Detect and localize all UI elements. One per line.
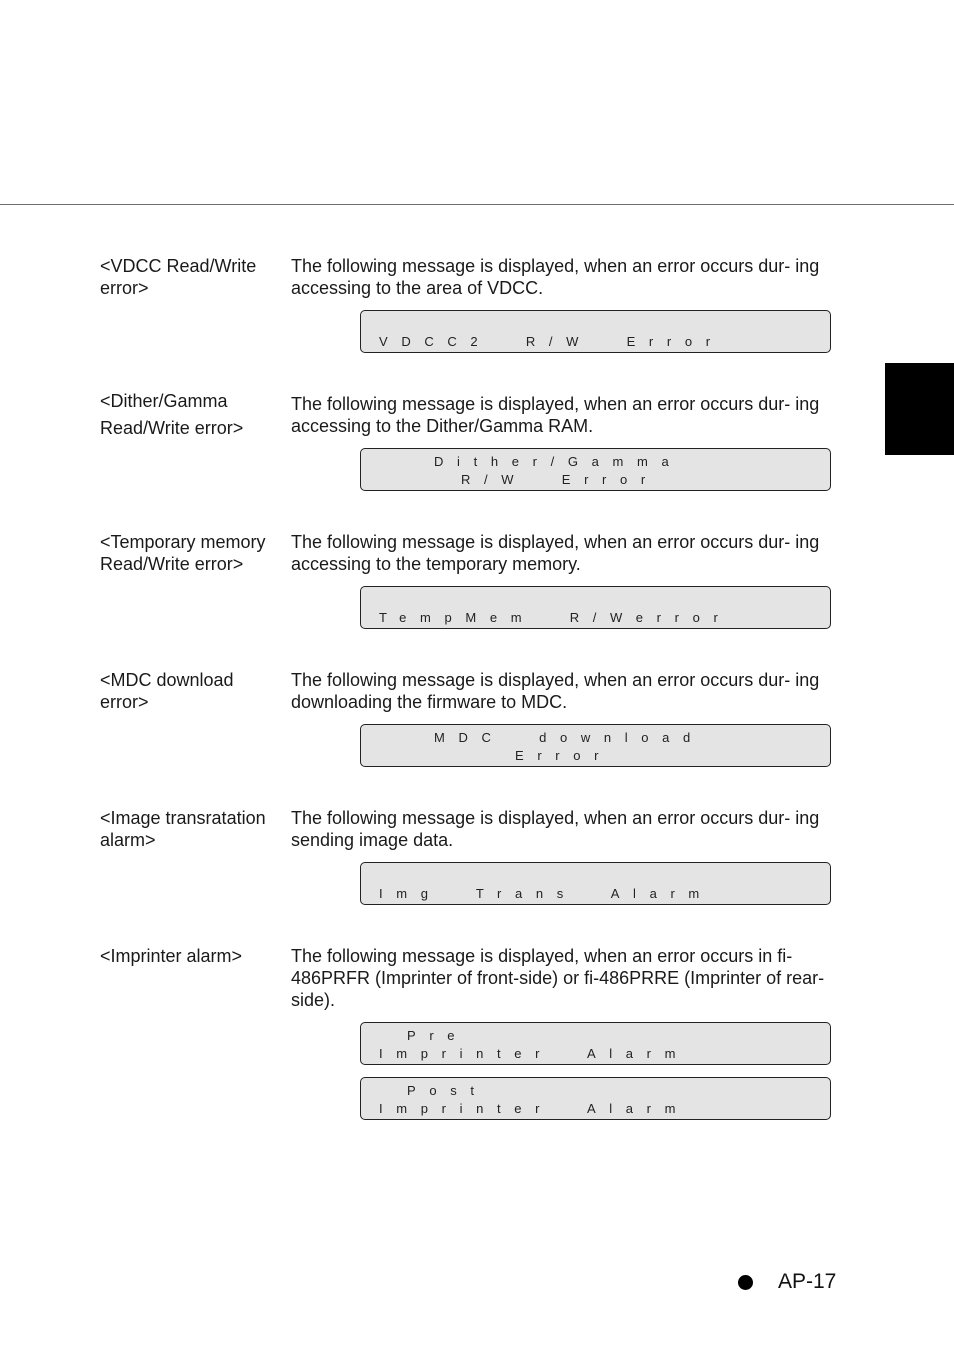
- entry-description: The following message is displayed, when an error occurs dur- ing accessing to the temporary memory.: [291, 532, 820, 574]
- lcd-line-1: Post: [407, 1083, 488, 1098]
- page-number: AP-17: [778, 1270, 837, 1293]
- lcd-display-pre: [360, 1022, 831, 1065]
- lcd-line-2: R/W Error: [461, 472, 659, 487]
- entry-description: The following message is displayed, when an error occurs dur- ing sending image data.: [291, 808, 820, 850]
- bullet-icon: [738, 1275, 753, 1290]
- lcd-display: [360, 448, 831, 491]
- entry-description: The following message is displayed, when an error occurs dur- ing accessing to the Dither/Gamma RAM.: [291, 394, 820, 436]
- lcd-line-2: TempMem R/Werror: [379, 610, 732, 625]
- term-text: <MDC download error>: [100, 670, 234, 712]
- lcd-display: [360, 862, 831, 905]
- term-text: <Imprinter alarm>: [100, 946, 243, 966]
- entry-term: [100, 255, 285, 299]
- lcd-line-2: Img Trans Alarm: [379, 886, 713, 901]
- term-text: <Dither/Gamma Read/Write error>: [100, 391, 244, 438]
- lcd-line-1: MDC download: [434, 730, 704, 745]
- entry-term: [100, 531, 285, 575]
- lcd-display: [360, 586, 831, 629]
- term-text: <Temporary memory Read/Write error>: [100, 532, 266, 574]
- header-rule: [0, 204, 954, 205]
- entry-term: [100, 388, 285, 442]
- lcd-line-2: VDCC2 R/W Error: [379, 334, 724, 349]
- lcd-display-post: [360, 1077, 831, 1120]
- entry-description: The following message is displayed, when an error occurs dur- ing accessing to the area of VDCC.: [291, 256, 820, 298]
- lcd-line-2: Imprinter Alarm: [379, 1046, 690, 1061]
- lcd-line-1: Dither/Gamma: [434, 454, 683, 469]
- term-text: <Image transratation alarm>: [100, 808, 266, 850]
- entry-term: [100, 945, 285, 967]
- lcd-display: [360, 310, 831, 353]
- entry-term: [100, 807, 285, 851]
- lcd-line-1: Pre: [407, 1028, 469, 1043]
- section-tab: [885, 363, 954, 455]
- term-text: <VDCC Read/Write error>: [100, 256, 257, 298]
- lcd-line-2: Imprinter Alarm: [379, 1101, 690, 1116]
- entry-term: [100, 669, 285, 713]
- entry-description: The following message is displayed, when an error occurs in fi-486PRFR (Imprinter of front-side) or fi-486PRRE (Imprinter of rear-side).: [291, 946, 825, 1010]
- entry-description: The following message is displayed, when an error occurs dur- ing downloading the firmware to MDC.: [291, 670, 820, 712]
- lcd-display: [360, 724, 831, 767]
- lcd-line-2: Error: [515, 748, 613, 763]
